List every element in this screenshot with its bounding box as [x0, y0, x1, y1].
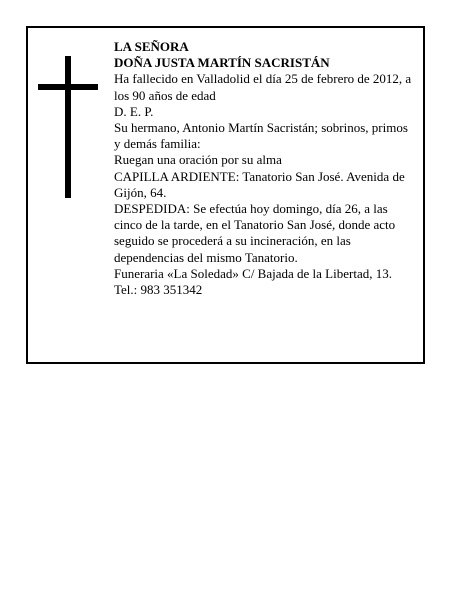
obituary-notice	[26, 26, 425, 364]
notice-text	[114, 39, 414, 298]
phone-number: Tel.: 983 351342	[114, 282, 203, 298]
funeral-home-address: Funeraria «La Soledad» C/ Bajada de la Libertad, 13.	[114, 265, 392, 281]
prayer-request: Ruegan una oración por su alma	[114, 152, 282, 168]
death-announcement: Ha fallecido en Valladolid el día 25 de febrero de 2012, a los 90 años de edad	[114, 71, 412, 103]
deceased-name: DOÑA JUSTA MARTÍN SACRISTÁN	[114, 55, 330, 71]
cross-icon	[38, 56, 98, 198]
farewell-info: DESPEDIDA: Se efectúa hoy domingo, día 26, a las cinco de la tarde, en el Tanatorio San José, donde acto seguido se procederá a su incineración, en las dependencias del mismo Tanatorio.	[114, 201, 396, 265]
funeral-chapel-info: CAPILLA ARDIENTE: Tanatorio San José. Avenida de Gijón, 64.	[114, 168, 405, 200]
title-line-1: LA SEÑORA	[114, 39, 189, 54]
family-line: Su hermano, Antonio Martín Sacristán; sobrinos, primos y demás familia:	[114, 120, 408, 152]
rip-line: D. E. P.	[114, 103, 154, 119]
